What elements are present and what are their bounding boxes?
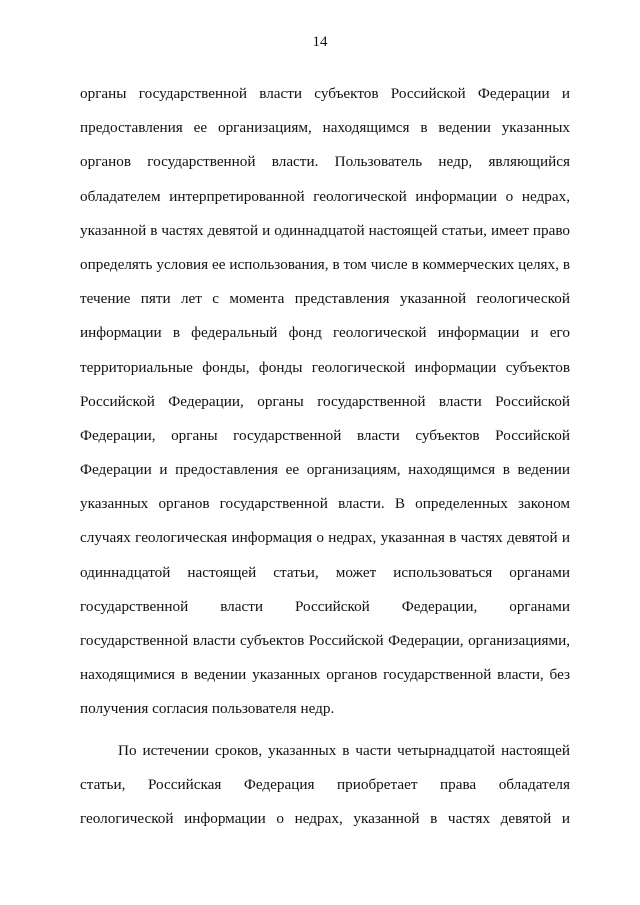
text-line: находящимися в ведении указанных органов государственной власти, без [80, 666, 570, 684]
text-line: течение пяти лет с момента представления указанной геологической [80, 290, 570, 308]
text-line: органы государственной власти субъектов Российской Федерации и [80, 85, 570, 102]
text-line: территориальные фонды, фонды геологической информации субъектов [80, 358, 570, 376]
text-line: получения согласия пользователя недр. [80, 700, 335, 718]
page-number: 14 [312, 34, 328, 50]
text-line: случаях геологическая информация о недрах, указанная в частях девятой и [80, 529, 570, 547]
text-line: По истечении сроков, указанных в части четырнадцатой настоящей [118, 741, 570, 759]
text-line: государственной власти субъектов Российской Федерации, организациями, [80, 632, 570, 649]
text-line: информации в федеральный фонд геологической информации и его [80, 324, 570, 342]
text-line: Российской Федерации, органы государственной власти Российской [80, 392, 570, 410]
text-line: указанных органов государственной власти. В определенных законом [80, 495, 570, 513]
text-line: предоставления ее организациям, находящимся в ведении указанных [80, 119, 570, 137]
paragraph-1 [80, 77, 570, 727]
text-line: государственной власти Российской Федерации, органами [80, 597, 570, 615]
paragraph-2 [80, 734, 570, 837]
text-line: определять условия ее использования, в том числе в коммерческих целях, в [80, 255, 570, 273]
text-line: Федерации, органы государственной власти субъектов Российской [80, 426, 570, 444]
paragraph-gap [80, 727, 570, 734]
text-line: статьи, Российская Федерация приобретает права обладателя [80, 775, 570, 793]
body-text [80, 77, 570, 836]
text-line: одиннадцатой настоящей статьи, может использоваться органами [80, 563, 570, 581]
text-line: указанной в частях девятой и одиннадцатой настоящей статьи, имеет право [80, 221, 570, 239]
text-line: геологической информации о недрах, указанной в частях девятой и [80, 809, 570, 827]
text-line: обладателем интерпретированной геологической информации о недрах, [80, 187, 570, 205]
text-line: Федерации и предоставления ее организациям, находящимся в ведении [80, 461, 570, 479]
text-line: органов государственной власти. Пользователь недр, являющийся [80, 153, 570, 171]
